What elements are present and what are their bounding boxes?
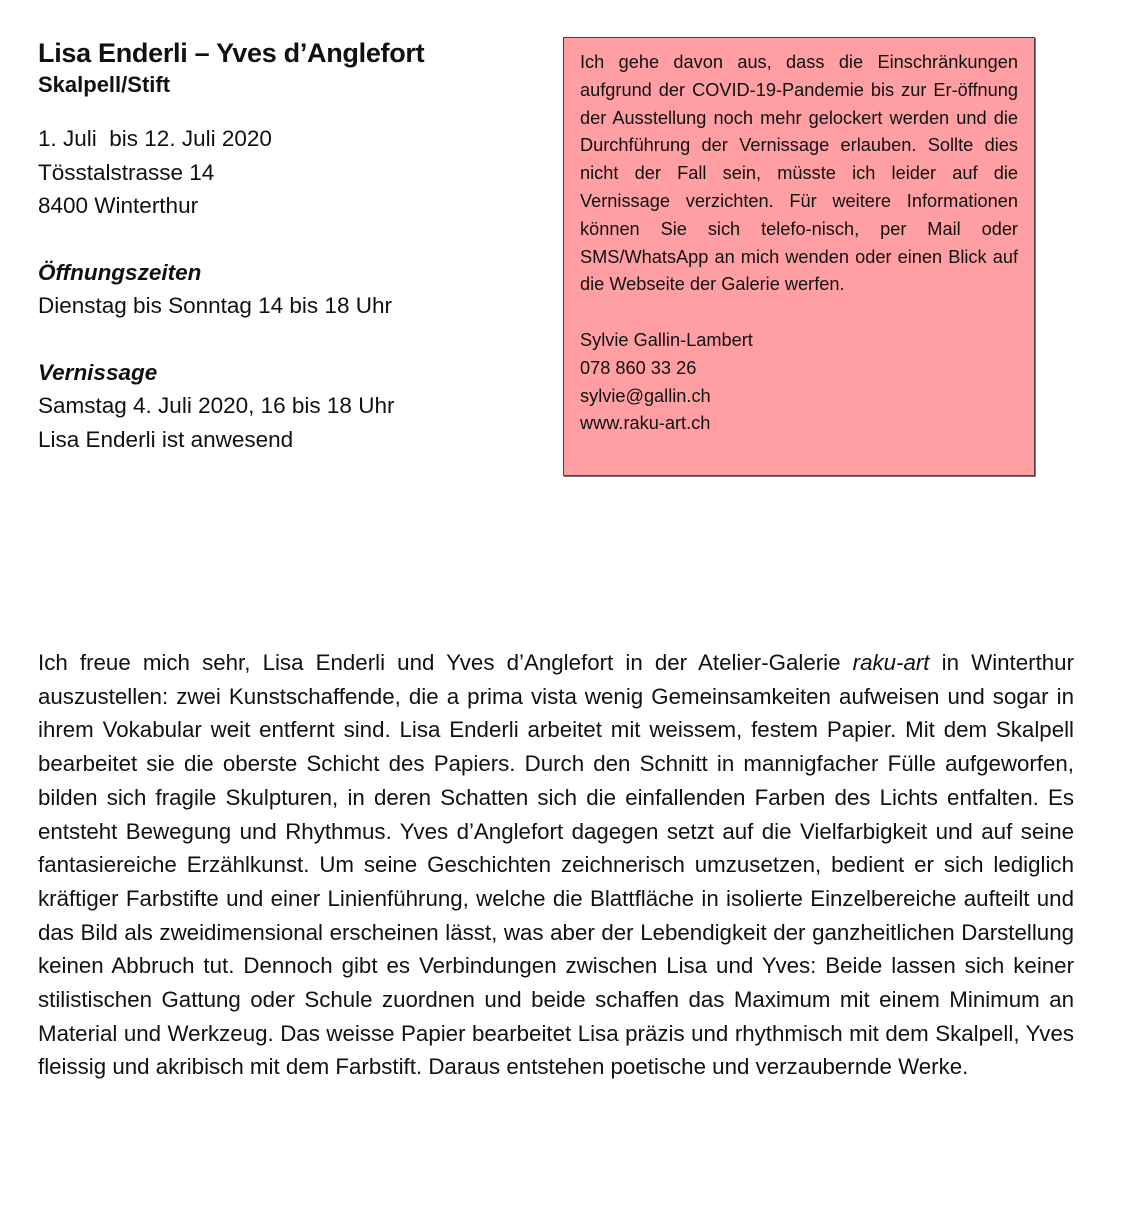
vernissage-note: Lisa Enderli ist anwesend [38, 426, 294, 452]
notice-text: Ich gehe davon aus, dass die Einschränkungen aufgrund der COVID-19-Pandemie bis zur Er-öffnung der Ausstellung noch mehr gelockert werden und die Durchführung der Vernissage erlauben. Sollte dies nicht der Fall sein, müsste ich leider auf die Vernissage verzichten. Für weitere Informationen können Sie sich telefo-nisch, per Mail oder SMS/WhatsApp an mich wenden oder einen Blick auf die Webseite der Galerie werfen. [580, 52, 1018, 295]
exhibition-dates: 1. Juli bis 12. Juli 2020 [38, 126, 272, 151]
event-info [38, 36, 538, 456]
opening-hours: Dienstag bis Sonntag 14 bis 18 Uhr [38, 293, 392, 318]
vernissage-date: Samstag 4. Juli 2020, 16 bis 18 Uhr [38, 393, 395, 418]
page-title: Lisa Enderli – Yves d’Anglefort [38, 38, 425, 68]
covid-notice-box [563, 37, 1035, 476]
body-text-part-1: Ich freue mich sehr, Lisa Enderli und Yves d’Anglefort in der Atelier-Galerie [38, 650, 853, 675]
body-paragraph [38, 646, 1074, 1084]
opening-hours-heading: Öffnungszeiten [38, 259, 202, 285]
contact-email[interactable]: sylvie@gallin.ch [580, 385, 711, 406]
page-subtitle: Skalpell/Stift [38, 72, 171, 97]
body-text-part-2: in Winterthur auszustellen: zwei Kunstschaffende, die a prima vista wenig Gemeinsamkeiten aufweisen und sogar in ihrem Vokabular weit entfernt sind. Lisa Enderli arbeitet mit weissem, festem Papier. Mit dem Skalpell bearbeitet sie die oberste Schicht des Papiers. Durch den Schnitt in mannigfacher Fülle aufgeworfen, bilden sich fragile Skulpturen, in deren Schatten sich die einfallenden Farben des Lichts entfalten. Es entsteht Bewegung und Rhythmus. Yves d’Anglefort dagegen setzt auf die Vielfarbigkeit und auf seine fantasiereiche Erzählkunst. Um seine Geschichten zeichnerisch umzusetzen, bedient er sich lediglich kräftiger Farbstifte und einer Linienführung, welche die Blattfläche in isolierte Einzelbereiche aufteilt und das Bild als zweidimensional erscheinen lässt, was aber der Lebendigkeit der ganzheitlichen Darstellung keinen Abbruch tut. Dennoch gibt es Verbindungen zwischen Lisa und Yves: Beide lassen sich keiner stilistischen Gattung oder Schule zuordnen und beide schaffen das Maximum mit einem Minimum an Material und Werkzeug. Das weisse Papier bearbeitet Lisa präzis und rhythmisch mit dem Skalpell, Yves fleissig und akribisch mit dem Farbstift. Daraus entstehen poetische und verzaubernde Werke. [38, 650, 1074, 1080]
gallery-name: raku-art [852, 650, 930, 675]
contact-phone: 078 860 33 26 [580, 357, 697, 378]
contact-website[interactable]: www.raku-art.ch [580, 413, 711, 434]
contact-block [580, 327, 1018, 438]
address-city: 8400 Winterthur [38, 193, 199, 218]
address-street: Tösstalstrasse 14 [38, 159, 215, 185]
vernissage-heading: Vernissage [38, 359, 158, 385]
contact-name: Sylvie Gallin-Lambert [580, 329, 753, 350]
